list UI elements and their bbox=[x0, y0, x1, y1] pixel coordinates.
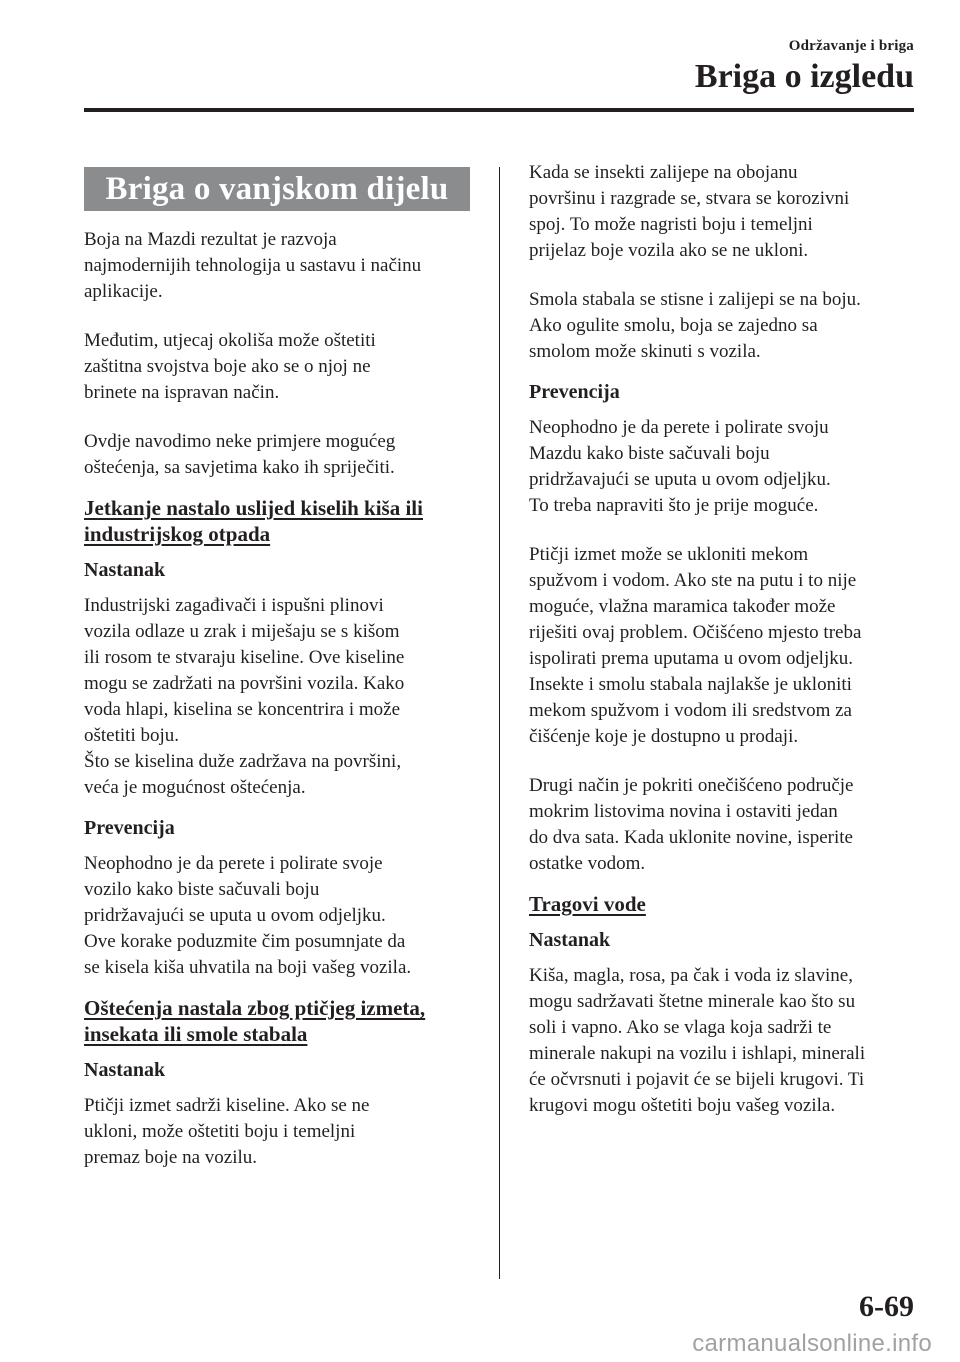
section-banner: Briga o vanjskom dijelu bbox=[84, 167, 470, 211]
page-title: Briga o izgledu bbox=[694, 58, 914, 95]
water-cause-label: Nastanak bbox=[529, 929, 611, 951]
birds-prevention-label: Prevencija bbox=[529, 381, 620, 403]
acid-prevention-text: Neophodno je da perete i polirate svoje vozilo kako biste sačuvali boju pridržavajući se uputa u ovom odjeljku. Ove korake poduzmite čim posumnjate da se kisela kiša uhvatila na boji vašeg vozila. bbox=[84, 853, 412, 978]
birds-prevention-text: Neophodno je da perete i polirate svoju Mazdu kako biste sačuvali boju pridržavajući se uputa u ovom odjeljku. To treba napraviti što je prije moguće. bbox=[529, 417, 831, 516]
chapter-title: Održavanje i briga bbox=[788, 38, 914, 54]
bird-cause-label: Nastanak bbox=[84, 1059, 166, 1081]
header-rule bbox=[84, 108, 914, 112]
resin-paragraph: Smola stabala se stisne i zalijepi se na boju. Ako ogulite smolu, boja se zajedno sa smolom može skinuti s vozila. bbox=[529, 289, 861, 362]
intro-paragraph-3: Ovdje navodimo neke primjere mogućeg oštećenja, sa savjetima kako ih spriječiti. bbox=[84, 431, 396, 478]
insects-paragraph: Kada se insekti zalijepe na obojanu površinu i razgrade se, stvara se korozivni spoj. To može nagristi boju i temeljni prijelaz boje vozila ako se ne ukloni. bbox=[529, 162, 850, 261]
column-divider bbox=[499, 167, 500, 1279]
water-spots-heading: Tragovi vode bbox=[529, 892, 646, 916]
intro-paragraph-2: Međutim, utjecaj okoliša može oštetiti zaštitna svojstva boje ako se o njoj ne brinete na ispravan način. bbox=[84, 330, 376, 403]
acid-prevention-label: Prevencija bbox=[84, 817, 175, 839]
watermark: carmanualsonline.info bbox=[692, 1330, 932, 1357]
removal-paragraph: Ptičji izmet može se ukloniti mekom spužvom i vodom. Ako ste na putu i to nije moguće, vlažna maramica također može riješiti ovaj problem. Očišćeno mjesto treba ispolirati prema uputama u ovom odjeljku. Insekte i smolu stabala najlakše je ukloniti mekom spužvom i vodom ili sredstvom za čišćenje koje je dostupno u prodaji. bbox=[529, 544, 862, 747]
acid-cause-label: Nastanak bbox=[84, 559, 166, 581]
left-column bbox=[84, 167, 470, 1194]
acid-rain-heading: Jetkanje nastalo uslijed kiselih kiša ili industrijskog otpada bbox=[84, 496, 423, 546]
water-cause-text: Kiša, magla, rosa, pa čak i voda iz slavine, mogu sadržavati štetne minerale kao što su soli i vapno. Ako se vlaga koja sadrži te minerale nakupi na vozilu i ishlapi, minerali će očvrsnuti i pojavit će se bijeli krugovi. Ti krugovi mogu oštetiti boju vašeg vozila. bbox=[529, 965, 866, 1116]
page-number: 6-69 bbox=[859, 1290, 914, 1323]
newspaper-paragraph: Drugi način je pokriti onečišćeno područje mokrim listovima novina i ostaviti jedan do dva sata. Kada uklonite novine, isperite ostatke vodom. bbox=[529, 775, 854, 874]
right-column bbox=[529, 160, 915, 1142]
acid-cause-text: Industrijski zagađivači i ispušni plinovi vozila odlaze u zrak i miješaju se s kišom ili rosom te stvaraju kiseline. Ove kiseline mogu se zadržati na površini vozila. Kako voda hlapi, kiselina se koncentrira i može oštetiti boju. Što se kiselina duže zadržava na površini, veća je mogućnost oštećenja. bbox=[84, 595, 405, 798]
intro-paragraph-1: Boja na Mazdi rezultat je razvoja najmodernijih tehnologija u sastavu i načinu aplikacije. bbox=[84, 229, 422, 302]
bird-droppings-heading: Oštećenja nastala zbog ptičjeg izmeta, insekata ili smole stabala bbox=[84, 996, 426, 1046]
bird-cause-text: Ptičji izmet sadrži kiseline. Ako se ne ukloni, može oštetiti boju i temeljni premaz boje na vozilu. bbox=[84, 1095, 370, 1168]
